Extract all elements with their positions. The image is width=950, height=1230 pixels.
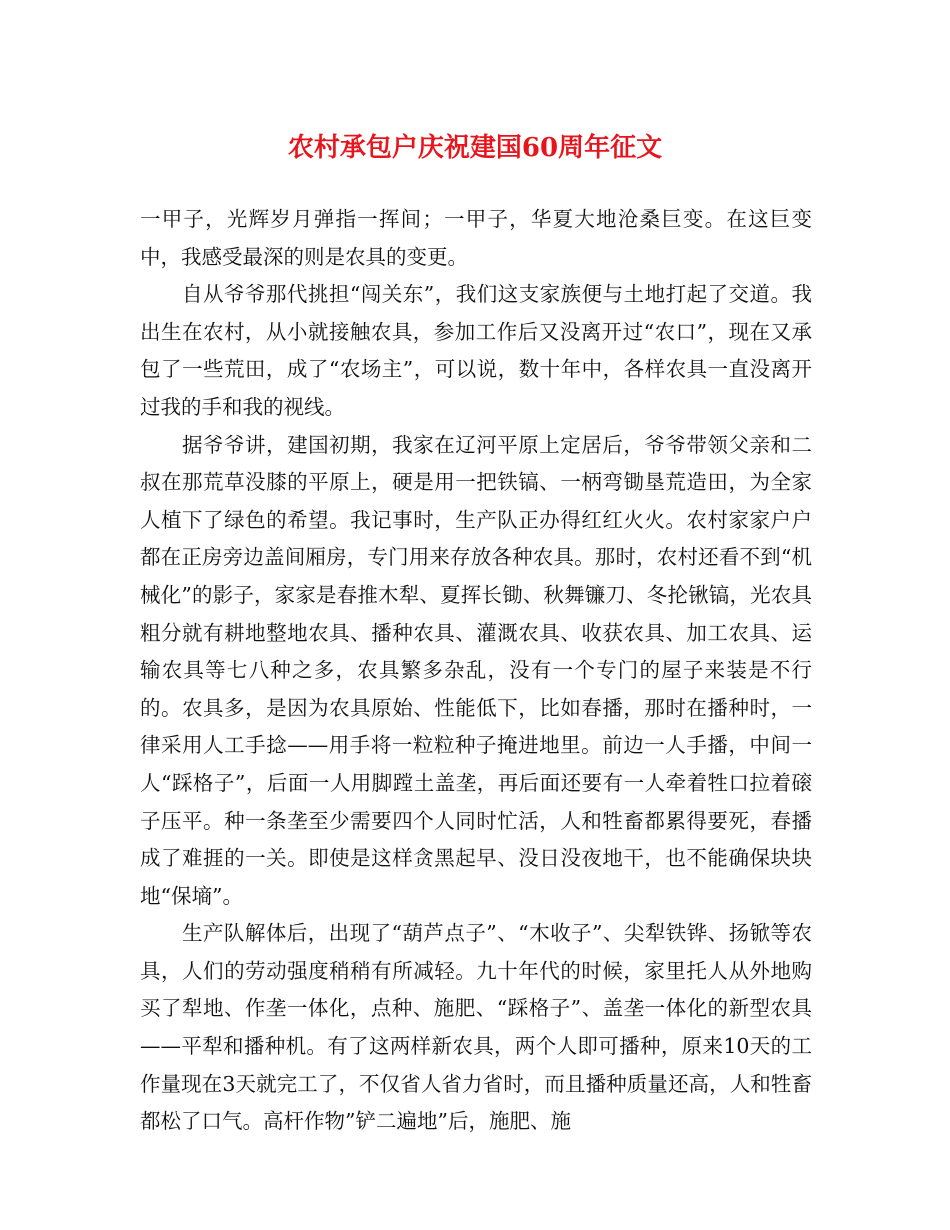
article-body [140,201,812,1141]
paragraph-4: 生产队解体后，出现了“葫芦点子”、“木收子”、尖犁铁铧、扬锨等农具，人们的劳动强度稍稍有所减轻。九十年代的时候，家里托人从外地购买了犁地、作垄一体化，点种、施肥、“踩格子”、盖垄一体化的新型农具——平犁和播种机。有了这两样新农具，两个人即可播种，原来10天的工作量现在3天就完工了，不仅省人省力省时，而且播种质量还高，人和牲畜都松了口气。高杆作物”铲二遍地”后，施肥、施 [140,921,812,1134]
paragraph-1: 一甲子，光辉岁月弹指一挥间；一甲子，华夏大地沧桑巨变。在这巨变中，我感受最深的则是农具的变更。 [140,207,812,269]
paragraph-3: 据爷爷讲，建国初期，我家在辽河平原上定居后，爷爷带领父亲和二叔在那荒草没膝的平原上，硬是用一把铁镐、一柄弯锄垦荒造田，为全家人植下了绿色的希望。我记事时，生产队正办得红红火火。农村家家户户都在正房旁边盖间厢房，专门用来存放各种农具。那时，农村还看不到“机械化”的影子，家家是春推木犁、夏挥长锄、秋舞镰刀、冬抡锹镐，光农具粗分就有耕地整地农具、播种农具、灌溉农具、收获农具、加工农具、运输农具等七八种之多，农具繁多杂乱，没有一个专门的屋子来装是不行的。农具多，是因为农具原始、性能低下，比如春播，那时在播种时，一律采用人工手捻——用手将一粒粒种子掩进地里。前边一人手播，中间一人“踩格子”，后面一人用脚蹚土盖垄，再后面还要有一人牵着牲口拉着磙子压平。种一条垄至少需要四个人同时忙活，人和牲畜都累得要死，春播成了难捱的一关。即使是这样贪黑起早、没日没夜地干，也不能确保块块地“保墒”。 [140,432,812,908]
page-title: 农村承包户庆祝建国60周年征文 [287,133,663,163]
paragraph-2: 自从爷爷那代挑担“闯关东”，我们这支家族便与土地打起了交道。我出生在农村，从小就接触农具，参加工作后又没离开过“农口”，现在又承包了一些荒田，成了“农场主”，可以说，数十年中，各样农具一直没离开过我的手和我的视线。 [140,282,812,419]
